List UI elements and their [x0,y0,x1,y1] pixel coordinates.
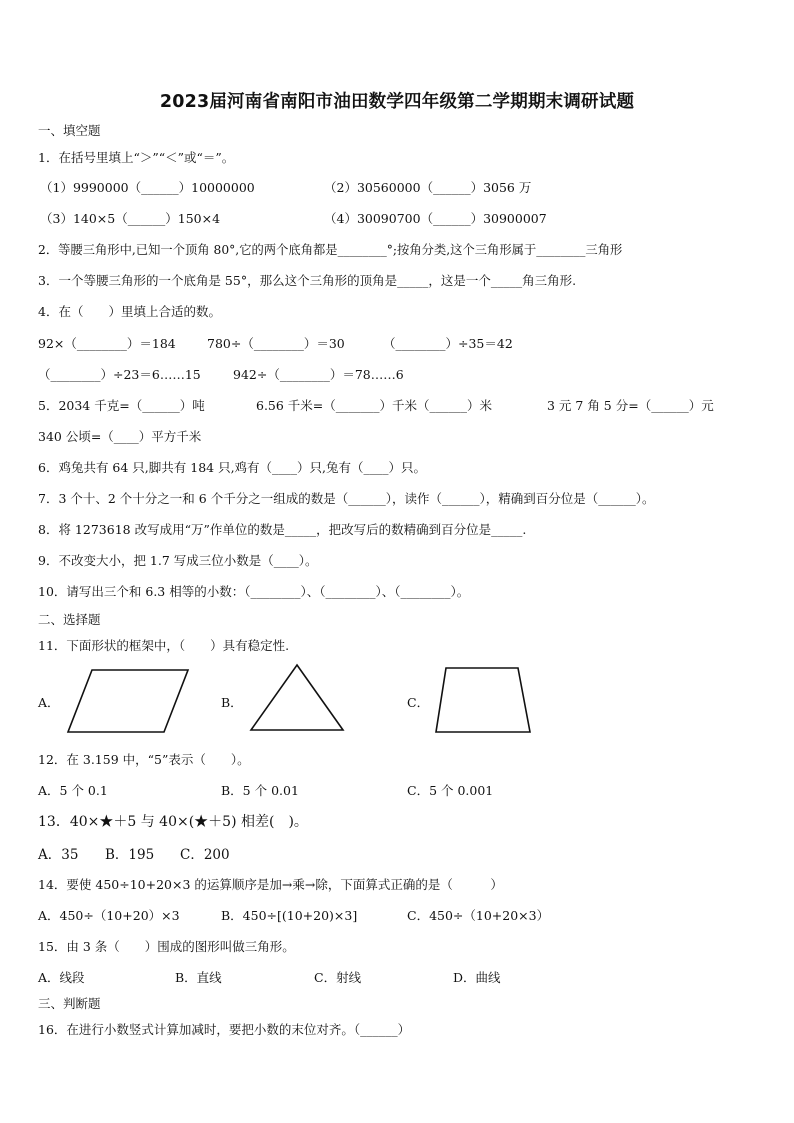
q13-stem: 13．40×★＋5 与 40×(★＋5) 相差( )。 [38,814,308,830]
trapezoid-figure [436,666,532,734]
q2-text: 2．等腰三角形中,已知一个顶角 80°,它的两个底角都是________°;按角分类,这个三角形属于________三角形 [38,243,623,257]
q1-part2: （2）30560000（______）3056 万 [324,180,532,195]
q10-text: 10．请写出三个和 6.3 相等的小数：（________）、（________）、（________）。 [38,584,470,599]
q14-option-b: B．450÷[(10+20)×3] [221,908,358,923]
q11-option-a-label: A． [38,695,60,710]
q11-option-c-label: C． [407,695,430,710]
q1-part1: （1）9990000（______）10000000 [40,180,255,195]
q16-text: 16．在进行小数竖式计算加减时，要把小数的末位对齐。（______） [38,1022,411,1037]
q6-text: 6．鸡兔共有 64 只,脚共有 184 只,鸡有（____）只,兔有（____）只。 [38,460,427,475]
q11-stem: 11．下面形状的框架中，（ ）具有稳定性. [38,638,290,653]
q5-c: 3 元 7 角 5 分=（______）元 [547,398,714,413]
q15-stem: 15．由 3 条（ ）围成的图形叫做三角形。 [38,939,295,954]
q11-option-b-label: B． [221,695,243,710]
q12-stem: 12．在 3.159 中，“5”表示（ ）。 [38,752,250,767]
q4-r2b: 942÷（________）＝78……6 [233,367,404,382]
q9-text: 9．不改变大小，把 1.7 写成三位小数是（____）。 [38,553,318,568]
parallelogram-figure [68,668,190,734]
q8-text: 8．将 1273618 改写成用“万”作单位的数是_____，把改写后的数精确到百分位是_____. [38,522,527,537]
q4-r1c: （________）÷35＝42 [383,336,513,351]
q1-part3: （3）140×5（______）150×4 [40,211,221,226]
q14-stem: 14．要使 450÷10+20×3 的运算顺序是加→乘→除，下面算式正确的是（ ） [38,877,503,892]
q4-r2a: （________）÷23＝6……15 [38,367,201,382]
q1-stem: 1．在括号里填上“＞”“＜”或“＝”。 [38,150,235,165]
q14-option-c: C．450÷（10+20×3） [407,908,550,923]
q13-option-b: B．195 [105,847,155,863]
q5-b: 6.56 千米=（_______）千米（______）米 [256,398,493,413]
q15-option-d: D．曲线 [453,970,501,985]
q15-option-a: A．线段 [38,970,85,985]
q1-part4: （4）30090700（______）30900007 [324,211,547,226]
section-heading-fill-blank: 一、填空题 [38,123,101,138]
q15-option-c: C．射线 [314,970,362,985]
triangle-figure [250,664,344,732]
section-heading-multiple-choice: 二、选择题 [38,612,101,627]
page-title: 2023届河南省南阳市油田数学四年级第二学期期末调研试题 [159,92,635,112]
q5-a: 5．2034 千克=（______）吨 [38,398,205,413]
q14-option-a: A．450÷（10+20）×3 [38,908,180,923]
q3-text: 3．一个等腰三角形的一个底角是 55°，那么这个三角形的顶角是_____，这是一个_____角三角形. [38,273,577,288]
q12-option-a: A．5 个 0.1 [38,783,108,798]
q15-option-b: B．直线 [175,970,222,985]
q4-stem: 4．在（ ）里填上合适的数。 [38,304,221,319]
q13-option-c: C．200 [180,847,230,863]
q5-d: 340 公顷=（____）平方千米 [38,429,202,444]
q4-r1b: 780÷（________）＝30 [207,336,345,351]
q12-option-b: B．5 个 0.01 [221,783,299,798]
q12-option-c: C．5 个 0.001 [407,783,494,798]
q7-text: 7．3 个十、2 个十分之一和 6 个千分之一组成的数是（______），读作（______），精确到百分位是（______）。 [38,491,655,506]
q13-option-a: A．35 [38,847,79,863]
section-heading-true-false: 三、判断题 [38,996,101,1011]
q4-r1a: 92×（________）＝184 [38,336,176,351]
